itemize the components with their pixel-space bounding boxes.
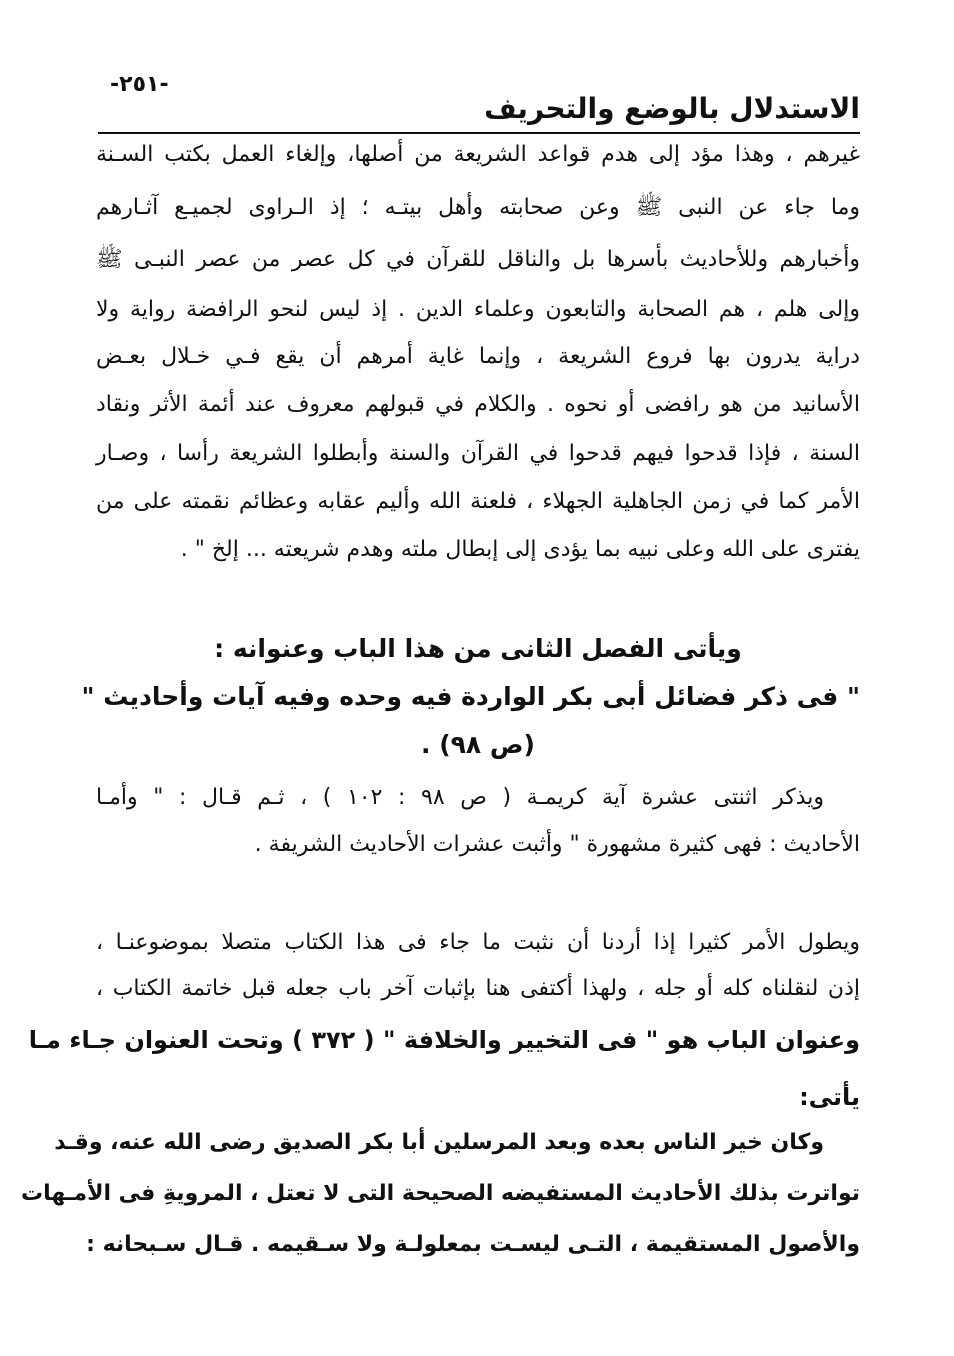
text-line: دراية يدرون بها فروع الشريعة ، وإنما غاية أمرهم أن يقع فـي خـلال بعـض xyxy=(96,344,860,369)
text-line: الأسانيد من هو رافضى أو نحوه . والكلام في قبولهم معروف عند أئمة الأثر ونقاد xyxy=(96,392,860,417)
text-line: تواترت بذلك الأحاديث المستفيضه الصحيحة التى لا تعتل ، المرويةِ فى الأمـهات xyxy=(21,1181,860,1206)
text-line: يأتى: xyxy=(799,1083,860,1111)
text-line: ويذكر اثنتى عشرة آية كريمـة ( ص ٩٨ : ١٠٢ ) ، ثـم قـال : " وأمـا xyxy=(96,785,824,810)
page-number: -٢٥١- xyxy=(110,72,169,97)
section-heading-title: " فى ذكر فضائل أبى بكر الواردة فيه وحده وفيه آيات وأحاديث " xyxy=(81,682,860,711)
text-line: وأخبارهم وللأحاديث بأسرها بل والناقل للقرآن في كل عصر من عصر النبـى ﷺ xyxy=(96,247,860,272)
text-line: يفترى على الله وعلى نبيه بما يؤدى إلى إبطال ملته وهدم شريعته ... إلخ " . xyxy=(180,537,860,562)
section-heading: ويأتى الفصل الثانى من هذا الباب وعنوانه : xyxy=(214,634,742,663)
text-line: الأحاديث : فهى كثيرة مشهورة " وأثبت عشرات الأحاديث الشريفة . xyxy=(254,832,860,857)
text-line: وعنوان الباب هو " فى التخيير والخلافة " ( ٣٧٢ ) وتحت العنوان جـاء مـا xyxy=(28,1026,860,1054)
section-heading-reference: (ص ٩٨) . xyxy=(421,730,535,759)
text-line: غيرهم ، وهذا مؤد إلى هدم قواعد الشريعة من أصلها، وإلغاء العمل بكتب السـنة xyxy=(96,142,860,167)
text-line: السنة ، فإذا قدحوا فيهم قدحوا في القرآن والسنة وأبطلوا الشريعة رأسا ، وصـار xyxy=(96,441,860,466)
text-line: والأصول المستقيمة ، التـى ليسـت بمعلولـة ولا سـقيمه . قـال سـبحانه : xyxy=(86,1232,860,1257)
text-line: وما جاء عن النبى ﷺ وعن صحابته وأهل بيتـه ؛ إذ الـراوى لجميـع آثـارهم xyxy=(96,195,860,220)
text-line: وكان خير الناس بعده وبعد المرسلين أبا بكر الصديق رضى الله عنه، وقـد xyxy=(54,1130,824,1155)
text-line: ويطول الأمر كثيرا إذا أردنا أن نثبت ما جاء فى هذا الكتاب متصلا بموضوعنـا ، xyxy=(96,930,860,955)
text-line: إذن لنقلناه كله أو جله ، ولهذا أكتفى هنا بإثبات آخر باب جعله قبل خاتمة الكتاب ، xyxy=(96,976,860,1001)
text-line: وإلى هلم ، هم الصحابة والتابعون وعلماء الدين . إذ ليس لنحو الرافضة رواية ولا xyxy=(96,297,860,322)
running-title: الاستدلال بالوضع والتحريف xyxy=(484,92,860,125)
text-line: الأمر كما في زمن الجاهلية الجهلاء ، فلعنة الله وأليم عقابه وعظائم نقمته على من xyxy=(96,489,860,514)
header-rule xyxy=(98,132,860,134)
